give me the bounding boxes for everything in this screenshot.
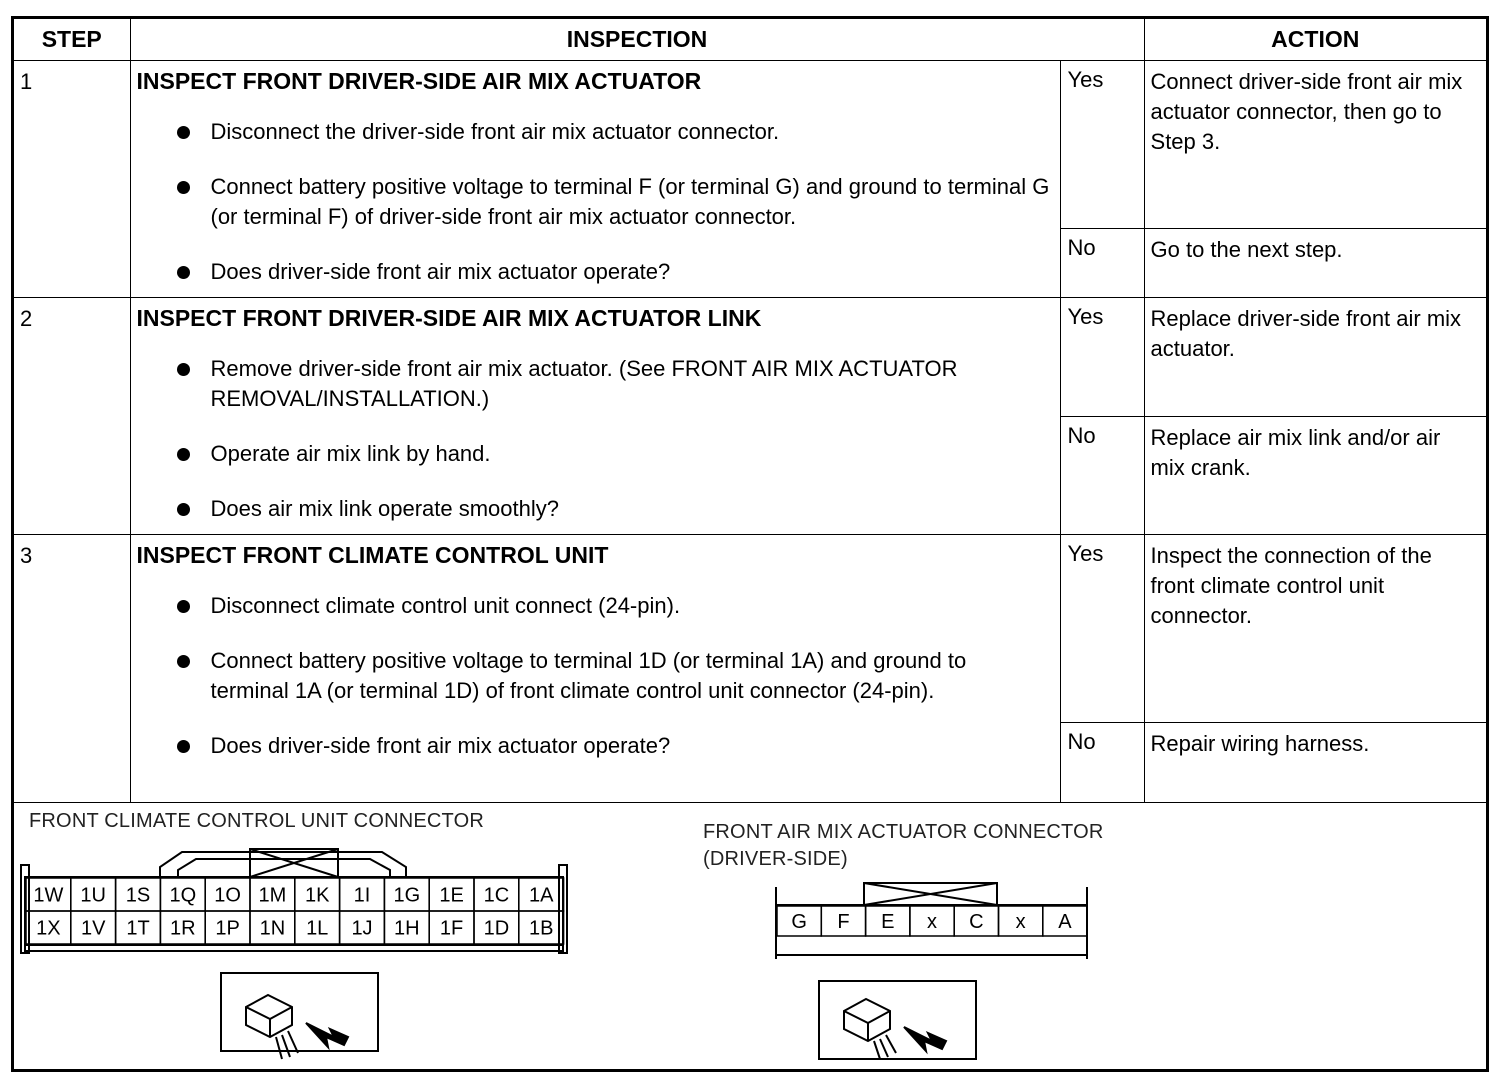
pin-label: C <box>969 911 984 933</box>
pin-label: 1G <box>393 884 421 907</box>
step-number: 3 <box>14 534 130 802</box>
pin-label: 1L <box>306 917 329 940</box>
bullet-icon <box>177 740 190 753</box>
bullet-item: Does driver-side front air mix actuator operate? <box>177 257 1050 287</box>
bullet-item: Connect battery positive voltage to terminal 1D (or terminal 1A) and ground to terminal 1A (or terminal 1D) of front climate control unit connector (24-pin). <box>177 646 1050 706</box>
pin-label: 1E <box>439 884 464 907</box>
connector-view-icon <box>221 973 378 1059</box>
yes-label: Yes <box>1060 297 1144 416</box>
climate-connector-label: FRONT CLIMATE CONTROL UNIT CONNECTOR <box>29 810 485 832</box>
step-number: 1 <box>14 60 130 297</box>
step-3-yes-row <box>14 534 1486 722</box>
arrow-icon <box>306 1023 348 1047</box>
latch-outline <box>178 859 390 877</box>
bullet-item: Disconnect climate control unit connect (24-pin). <box>177 591 1050 621</box>
actuator-pin-row <box>777 906 1087 936</box>
bullet-list <box>137 354 1050 524</box>
step-title: INSPECT FRONT CLIMATE CONTROL UNIT <box>136 541 609 568</box>
pin-label: 1S <box>125 884 151 907</box>
pin-label: G <box>791 911 807 933</box>
pin-label: 1D <box>483 917 510 940</box>
pin-label: 1J <box>351 917 373 940</box>
yes-action: Inspect the connection of the front climate control unit connector. <box>1144 534 1486 722</box>
no-action: Go to the next step. <box>1144 228 1486 297</box>
pin-label: 1W <box>33 884 64 907</box>
yes-action: Replace driver-side front air mix actuator. <box>1144 297 1486 416</box>
pin-label: 1N <box>259 917 286 940</box>
step-title: INSPECT FRONT DRIVER-SIDE AIR MIX ACTUATOR LINK <box>136 304 762 331</box>
no-action: Replace air mix link and/or air mix crank. <box>1144 416 1486 534</box>
action-header: ACTION <box>1144 19 1486 60</box>
connector-diagram-area <box>14 801 1486 1071</box>
icon-frame <box>221 973 378 1051</box>
no-action: Repair wiring harness. <box>1144 722 1486 802</box>
no-label: No <box>1060 228 1144 297</box>
inspection-header: INSPECTION <box>130 19 1144 60</box>
pin-label: 1C <box>483 884 510 907</box>
wire-icon <box>276 1031 298 1059</box>
step-inspection <box>130 297 1060 534</box>
pin-label: 1P <box>215 917 240 940</box>
bullet-item: Disconnect the driver-side front air mix actuator connector. <box>177 117 1050 147</box>
pin-label: 1I <box>353 884 371 907</box>
connector-view-icon <box>819 981 976 1059</box>
step-1-yes-row <box>14 60 1486 228</box>
pin-label: F <box>837 911 850 933</box>
yes-label: Yes <box>1060 534 1144 722</box>
pin-label: 1M <box>258 884 287 907</box>
pin-label: E <box>881 911 895 933</box>
pin-label: 1B <box>528 917 554 940</box>
pin-label: 1U <box>80 884 106 907</box>
bullet-list <box>137 117 1050 287</box>
no-label: No <box>1060 416 1144 534</box>
pin-label: 1T <box>126 917 150 940</box>
bullet-item: Does driver-side front air mix actuator operate? <box>177 731 1050 761</box>
bullet-icon <box>177 266 190 279</box>
pin-label: A <box>1058 911 1072 933</box>
arrow-icon <box>904 1027 946 1051</box>
bullet-list <box>137 591 1050 761</box>
bullet-icon <box>177 363 190 376</box>
pin-label: 1X <box>36 917 61 940</box>
no-label: No <box>1060 722 1144 802</box>
pin-label: 1H <box>394 917 420 940</box>
bullet-item: Does air mix link operate smoothly? <box>177 494 1050 524</box>
pin-label: 1Q <box>169 884 197 907</box>
bullet-item: Remove driver-side front air mix actuator. (See FRONT AIR MIX ACTUATOR REMOVAL/INSTALLATION.) <box>177 354 1050 414</box>
latch-outline <box>160 852 406 877</box>
header-row <box>14 19 1486 60</box>
wire-icon <box>874 1035 896 1059</box>
pin-label: 1R <box>170 917 196 940</box>
bullet-icon <box>177 600 190 613</box>
step-2-yes-row <box>14 297 1486 416</box>
step-header: STEP <box>14 19 130 60</box>
inspection-table <box>14 19 1486 803</box>
step-inspection <box>130 534 1060 802</box>
pin-label: 1O <box>214 884 241 907</box>
bullet-icon <box>177 181 190 194</box>
pin-label: x <box>927 911 938 933</box>
yes-label: Yes <box>1060 60 1144 228</box>
bullet-icon <box>177 126 190 139</box>
bullet-icon <box>177 503 190 516</box>
bullet-item: Connect battery positive voltage to terminal F (or terminal G) and ground to terminal G (or terminal F) of driver-side front air mix actuator connector. <box>177 172 1050 232</box>
pin-label: 1F <box>439 917 464 940</box>
connector-drawings <box>14 801 1486 1071</box>
bullet-icon <box>177 655 190 668</box>
icon-frame <box>819 981 976 1059</box>
bullet-icon <box>177 448 190 461</box>
step-number: 2 <box>14 297 130 534</box>
step-title: INSPECT FRONT DRIVER-SIDE AIR MIX ACTUATOR <box>136 67 702 94</box>
step-inspection <box>130 60 1060 297</box>
actuator-connector-label: FRONT AIR MIX ACTUATOR CONNECTOR (DRIVER-SIDE) <box>703 821 1104 870</box>
pin-label: 1A <box>528 884 554 907</box>
pin-label: x <box>1015 911 1026 933</box>
yes-action: Connect driver-side front air mix actuator connector, then go to Step 3. <box>1144 60 1486 228</box>
pin-label: 1V <box>80 917 106 940</box>
bullet-item: Operate air mix link by hand. <box>177 439 1050 469</box>
climate-pin-grid <box>26 878 564 944</box>
pin-label: 1K <box>304 884 330 907</box>
inspection-document <box>11 16 1489 1072</box>
